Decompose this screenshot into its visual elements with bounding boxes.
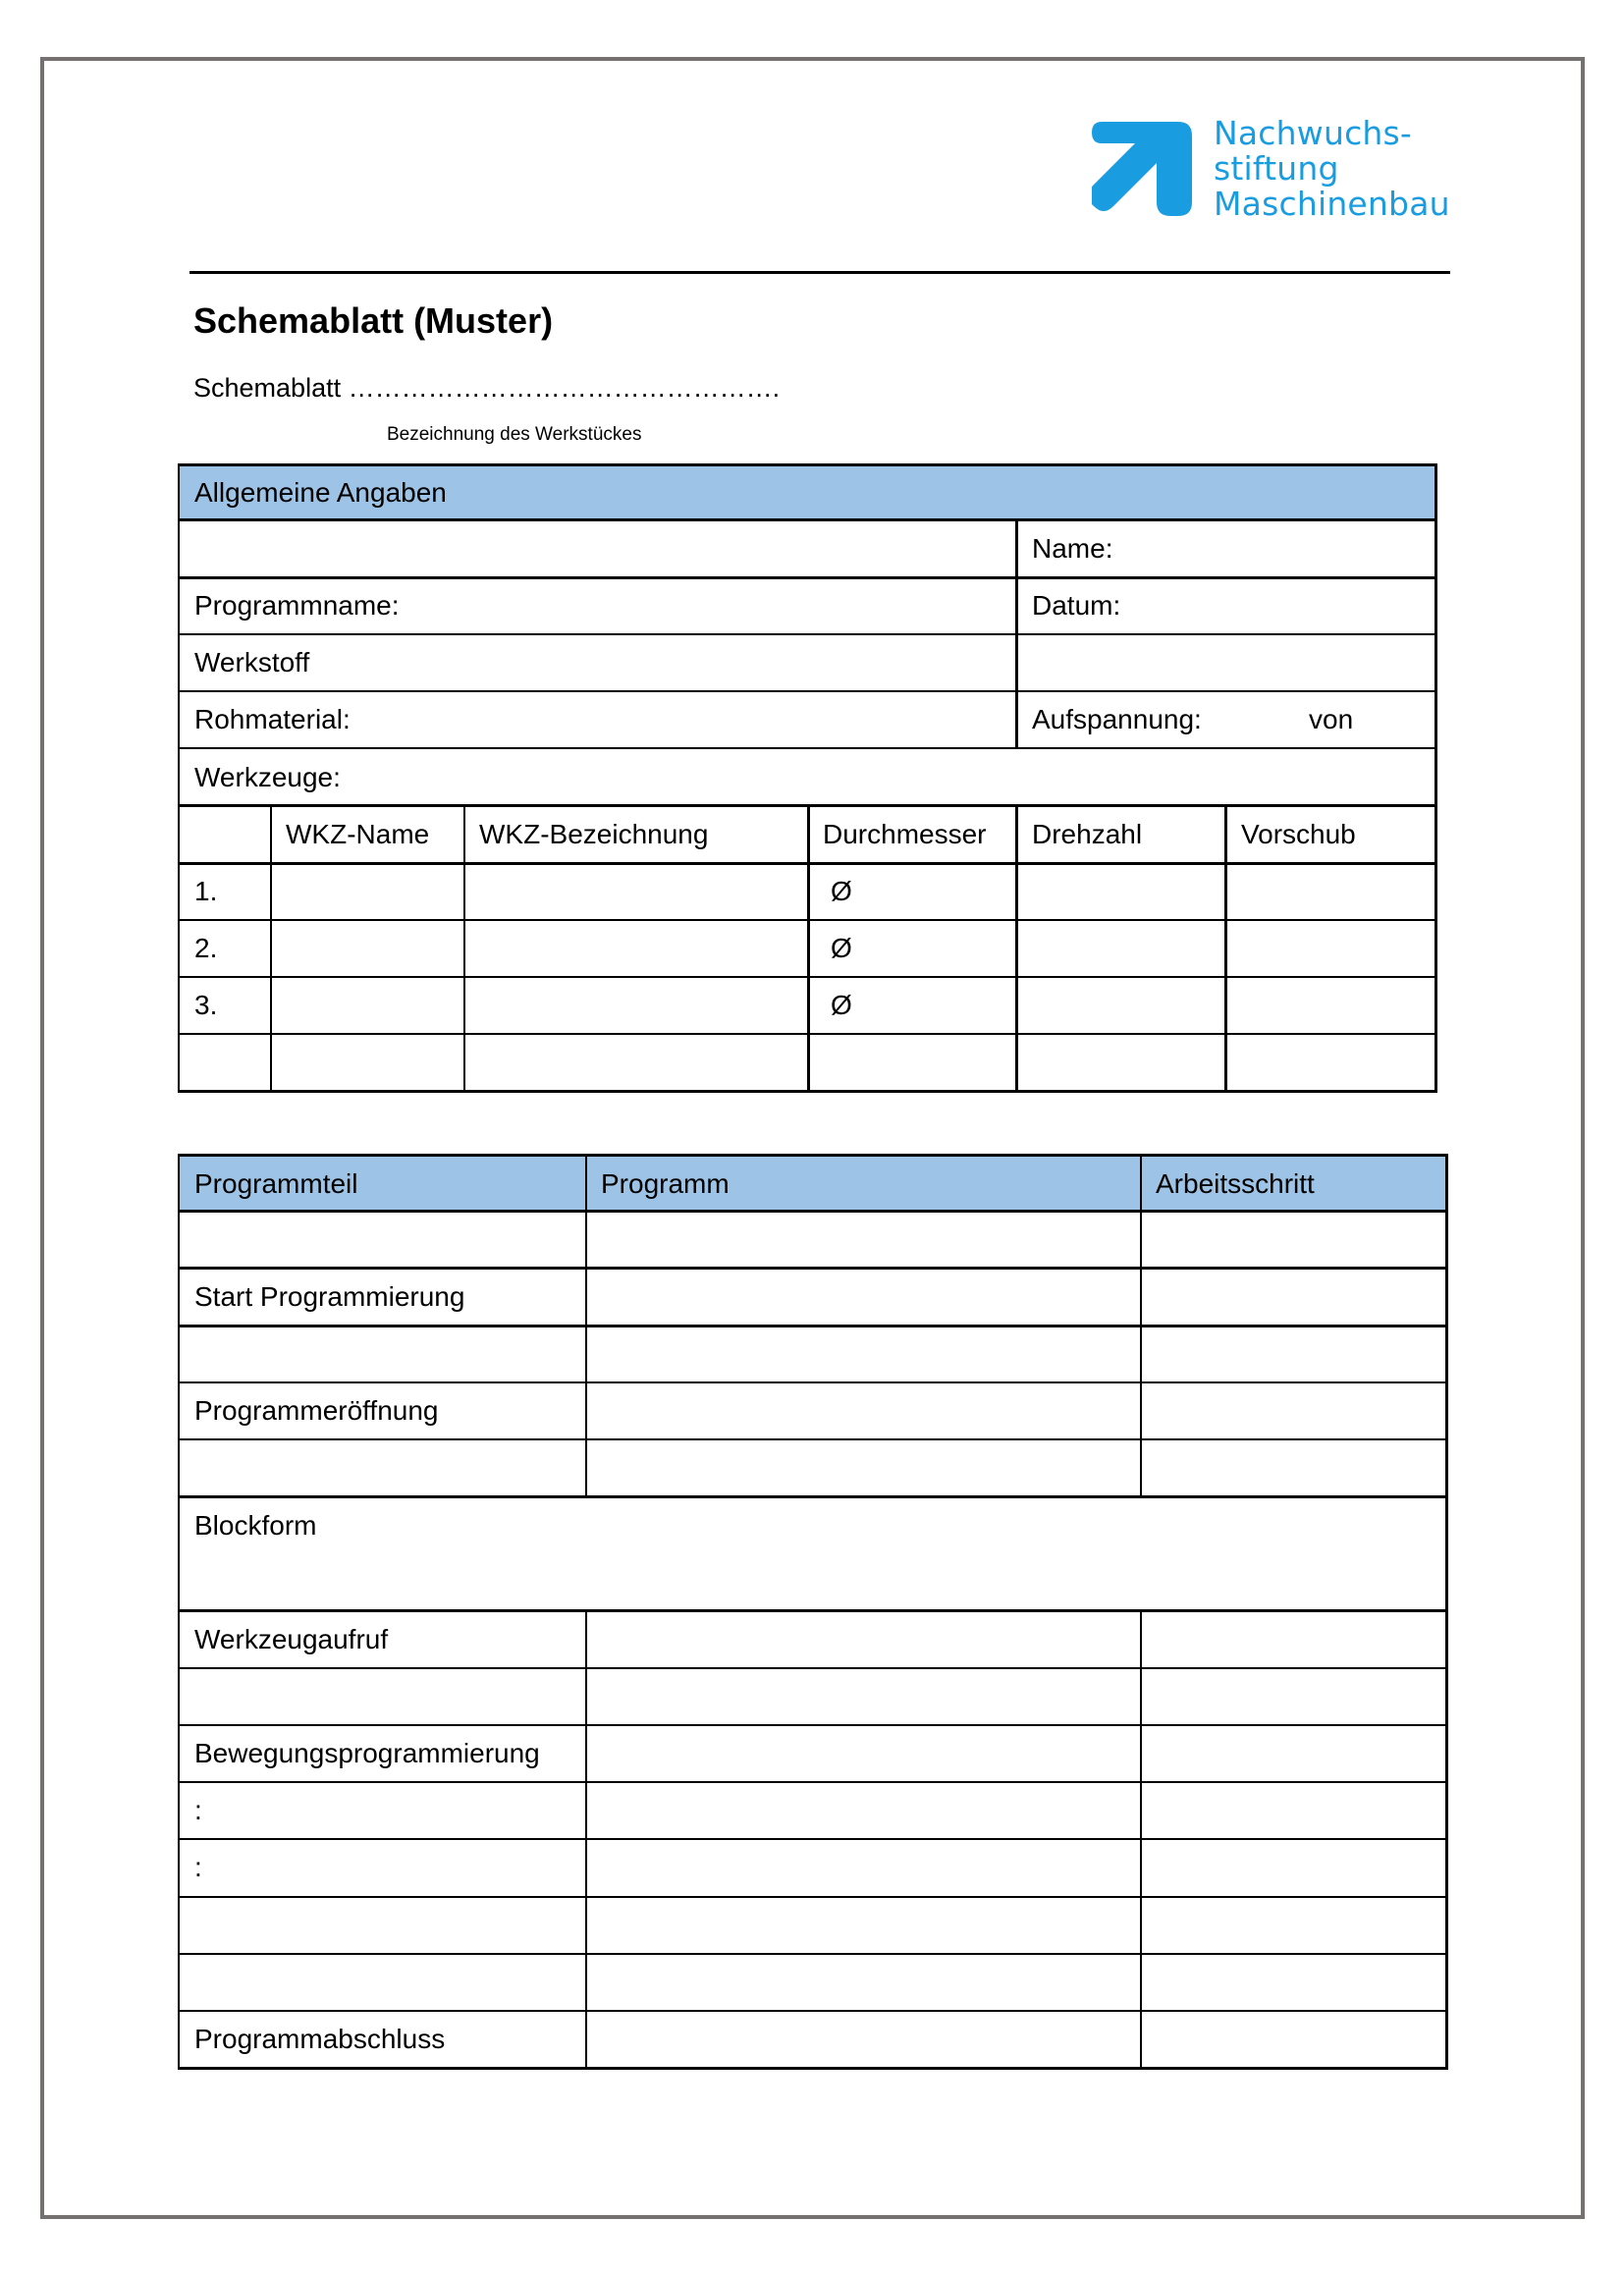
line xyxy=(179,463,1437,466)
line xyxy=(807,805,810,1092)
tool-row-3-diameter: Ø xyxy=(831,990,852,1020)
line xyxy=(179,1495,1448,1498)
line xyxy=(1435,463,1437,1093)
tool-row-1-diameter: Ø xyxy=(831,876,852,906)
material-label: Werkstoff xyxy=(194,647,310,677)
clamping-label: Aufspannung: xyxy=(1032,704,1202,734)
row-continuation-2: : xyxy=(194,1852,202,1882)
material-extra-field[interactable] xyxy=(1018,636,1434,689)
line xyxy=(178,1154,180,2070)
info-field-empty[interactable] xyxy=(181,521,1014,575)
tool-row-3-index: 3. xyxy=(194,990,218,1020)
tools-col-feed: Vorschub xyxy=(1241,819,1356,849)
block-form-field[interactable] xyxy=(181,1499,1444,1608)
line xyxy=(1224,805,1227,1092)
arrow-up-right-icon xyxy=(1092,122,1192,216)
name-label: Name: xyxy=(1032,533,1113,564)
logo-line-3: Maschinenbau xyxy=(1214,185,1450,223)
line xyxy=(1015,805,1018,1092)
tools-col-diameter: Durchmesser xyxy=(823,819,987,849)
clamping-of-label: von xyxy=(1309,704,1354,734)
line xyxy=(178,463,180,1093)
program-name-field[interactable] xyxy=(181,579,1014,632)
line xyxy=(585,1610,587,2069)
name-field[interactable] xyxy=(1018,521,1434,575)
row-continuation-1: : xyxy=(194,1795,202,1825)
tool-row-2-index: 2. xyxy=(194,933,218,963)
line xyxy=(1445,1154,1448,2070)
program-name-label: Programmname: xyxy=(194,590,400,621)
step-cell[interactable] xyxy=(1143,1213,1444,1494)
workpiece-sublabel: Bezeichnung des Werkstückes xyxy=(387,424,642,445)
line xyxy=(585,1155,587,1496)
line xyxy=(179,2067,1448,2070)
row-tool-call: Werkzeugaufruf xyxy=(194,1624,389,1654)
header-divider xyxy=(189,271,1450,274)
program-cell[interactable] xyxy=(588,1213,1139,1494)
clamping-field[interactable] xyxy=(1018,693,1434,746)
tools-col-name: WKZ-Name xyxy=(286,819,430,849)
program-col-program: Programm xyxy=(601,1168,730,1199)
tool-row-2-diameter: Ø xyxy=(831,933,852,963)
line xyxy=(1140,1155,1142,1496)
step-cell[interactable] xyxy=(1143,1612,1444,2066)
tool-row-1-index: 1. xyxy=(194,876,218,906)
logo-line-1: Nachwuchs- xyxy=(1214,114,1413,152)
line xyxy=(179,1154,1448,1157)
date-field[interactable] xyxy=(1018,579,1434,632)
program-cell[interactable] xyxy=(588,1612,1139,2066)
workpiece-dots: …………………………………………. xyxy=(348,373,781,403)
row-program-end: Programmabschluss xyxy=(194,2024,446,2054)
logo-text xyxy=(1214,116,1450,222)
line xyxy=(179,690,1437,692)
material-field[interactable] xyxy=(181,636,1014,689)
logo-line-2: stiftung xyxy=(1214,149,1339,188)
tools-col-speed: Drehzahl xyxy=(1032,819,1143,849)
workpiece-field[interactable] xyxy=(193,373,780,404)
date-label: Datum: xyxy=(1032,590,1121,621)
tools-col-designation: WKZ-Bezeichnung xyxy=(479,819,709,849)
program-col-step: Arbeitsschritt xyxy=(1156,1168,1315,1199)
tools-label: Werkzeuge: xyxy=(194,762,341,792)
row-start-programming: Start Programmierung xyxy=(194,1281,465,1312)
line xyxy=(463,805,465,1092)
line xyxy=(179,633,1437,635)
line xyxy=(179,747,1437,749)
program-col-part: Programmteil xyxy=(194,1168,358,1199)
row-program-opening: Programmeröffnung xyxy=(194,1395,439,1426)
line xyxy=(1140,1610,1142,2069)
row-motion-programming: Bewegungsprogrammierung xyxy=(194,1738,540,1768)
row-block-form: Blockform xyxy=(194,1510,317,1541)
raw-material-field[interactable] xyxy=(181,693,1014,746)
page-title: Schemablatt (Muster) xyxy=(193,300,554,341)
line xyxy=(270,805,272,1092)
general-section-title: Allgemeine Angaben xyxy=(194,477,447,508)
workpiece-label: Schemablatt xyxy=(193,373,342,403)
raw-material-label: Rohmaterial: xyxy=(194,704,351,734)
